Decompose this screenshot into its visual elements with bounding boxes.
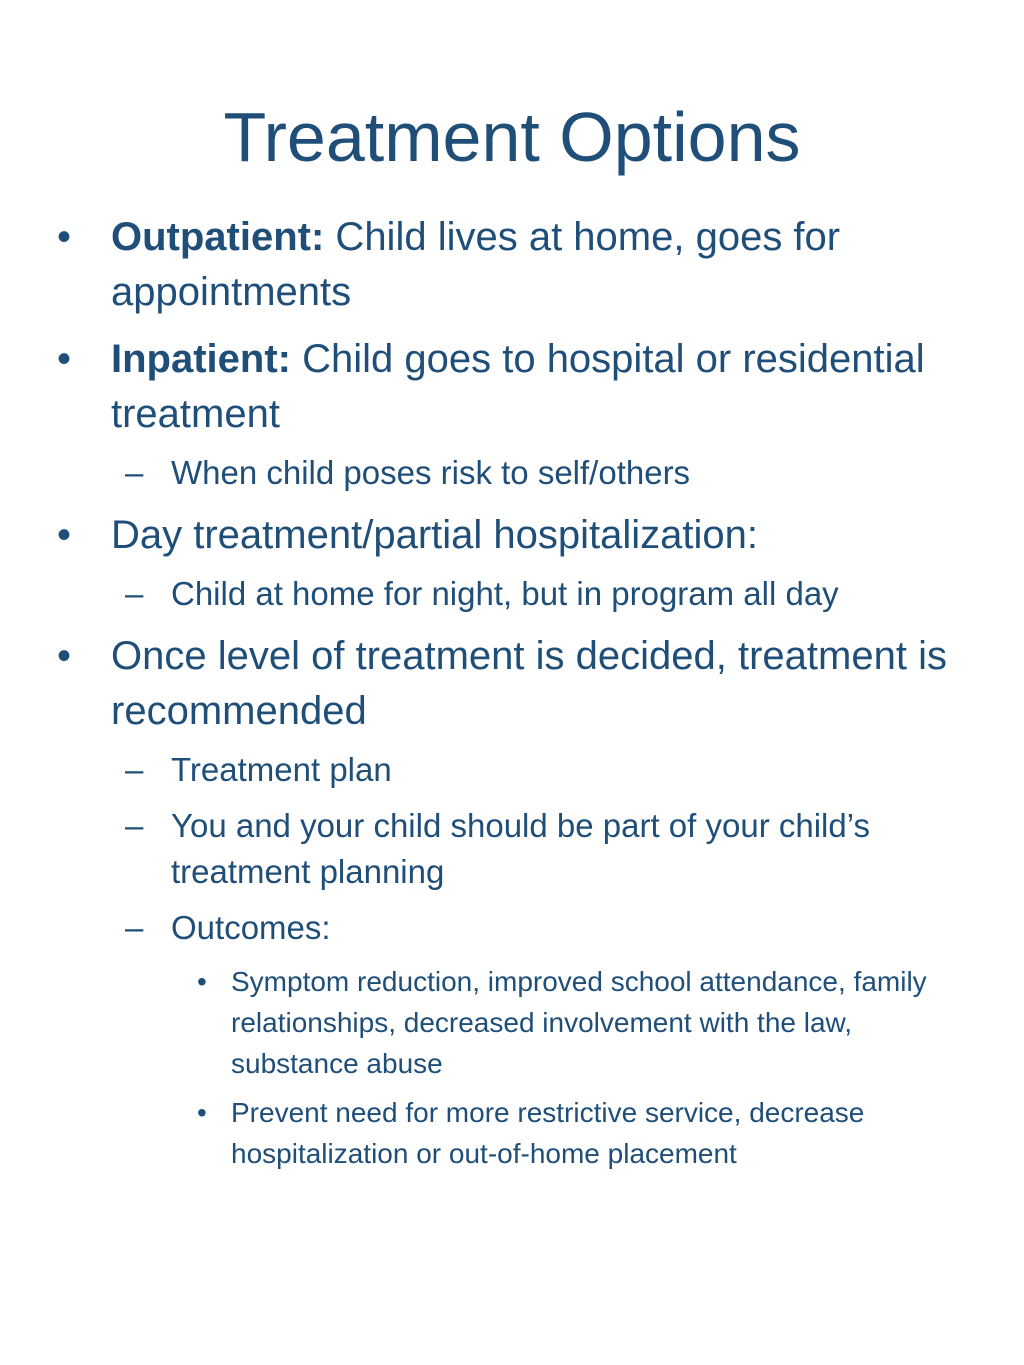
sub-item-text: Treatment plan (171, 751, 392, 788)
bullet-inpatient (57, 332, 957, 496)
bullet-icon: • (57, 634, 72, 678)
dash-icon: – (125, 751, 144, 788)
dash-icon: – (125, 454, 144, 491)
bullet-day-treatment (57, 508, 957, 617)
outcomes-list (111, 961, 957, 1174)
sub-item (111, 571, 957, 617)
bullet-text: Day treatment/partial hospitalization: (111, 513, 758, 557)
dash-icon: – (125, 807, 144, 844)
bullet-list (57, 210, 957, 1186)
bullet-text: Child goes to hospital or residential treatment (111, 337, 925, 436)
sub-item (111, 747, 957, 793)
sub-item-text: Child at home for night, but in program all day (171, 575, 839, 612)
bullet-icon: • (57, 337, 72, 381)
dash-icon: – (125, 909, 144, 946)
outcome-text: Symptom reduction, improved school attendance, family relationships, decreased involvement with the law, substance abuse (231, 966, 927, 1079)
bullet-text: Once level of treatment is decided, treatment is recommended (111, 634, 947, 733)
bullet-icon: • (57, 513, 72, 557)
bullet-outpatient (57, 210, 957, 320)
bullet-level-decided (57, 629, 957, 1174)
dash-icon: – (125, 575, 144, 612)
sub-item-outcomes (111, 905, 957, 951)
sub-item-text: When child poses risk to self/others (171, 454, 691, 491)
sub-item (111, 450, 957, 496)
slide-title: Treatment Options (223, 98, 801, 176)
sub-item (111, 803, 957, 895)
bullet-head: Inpatient: (111, 337, 291, 381)
outcome-item (111, 961, 957, 1084)
bullet-text: Child lives at home, goes for appointments (111, 215, 841, 314)
bullet-icon: • (197, 1097, 207, 1128)
bullet-icon: • (57, 215, 72, 259)
sub-item-text: You and your child should be part of your child’s treatment planning (171, 807, 870, 890)
bullet-head: Outpatient: (111, 215, 325, 259)
sub-item-text: Outcomes: (171, 909, 331, 946)
sub-list (111, 747, 957, 951)
outcome-text: Prevent need for more restrictive service, decrease hospitalization or out-of-home placement (231, 1097, 865, 1169)
bullet-icon: • (197, 966, 207, 997)
outcome-item (111, 1092, 957, 1174)
sub-list (111, 571, 957, 617)
sub-list (111, 450, 957, 496)
